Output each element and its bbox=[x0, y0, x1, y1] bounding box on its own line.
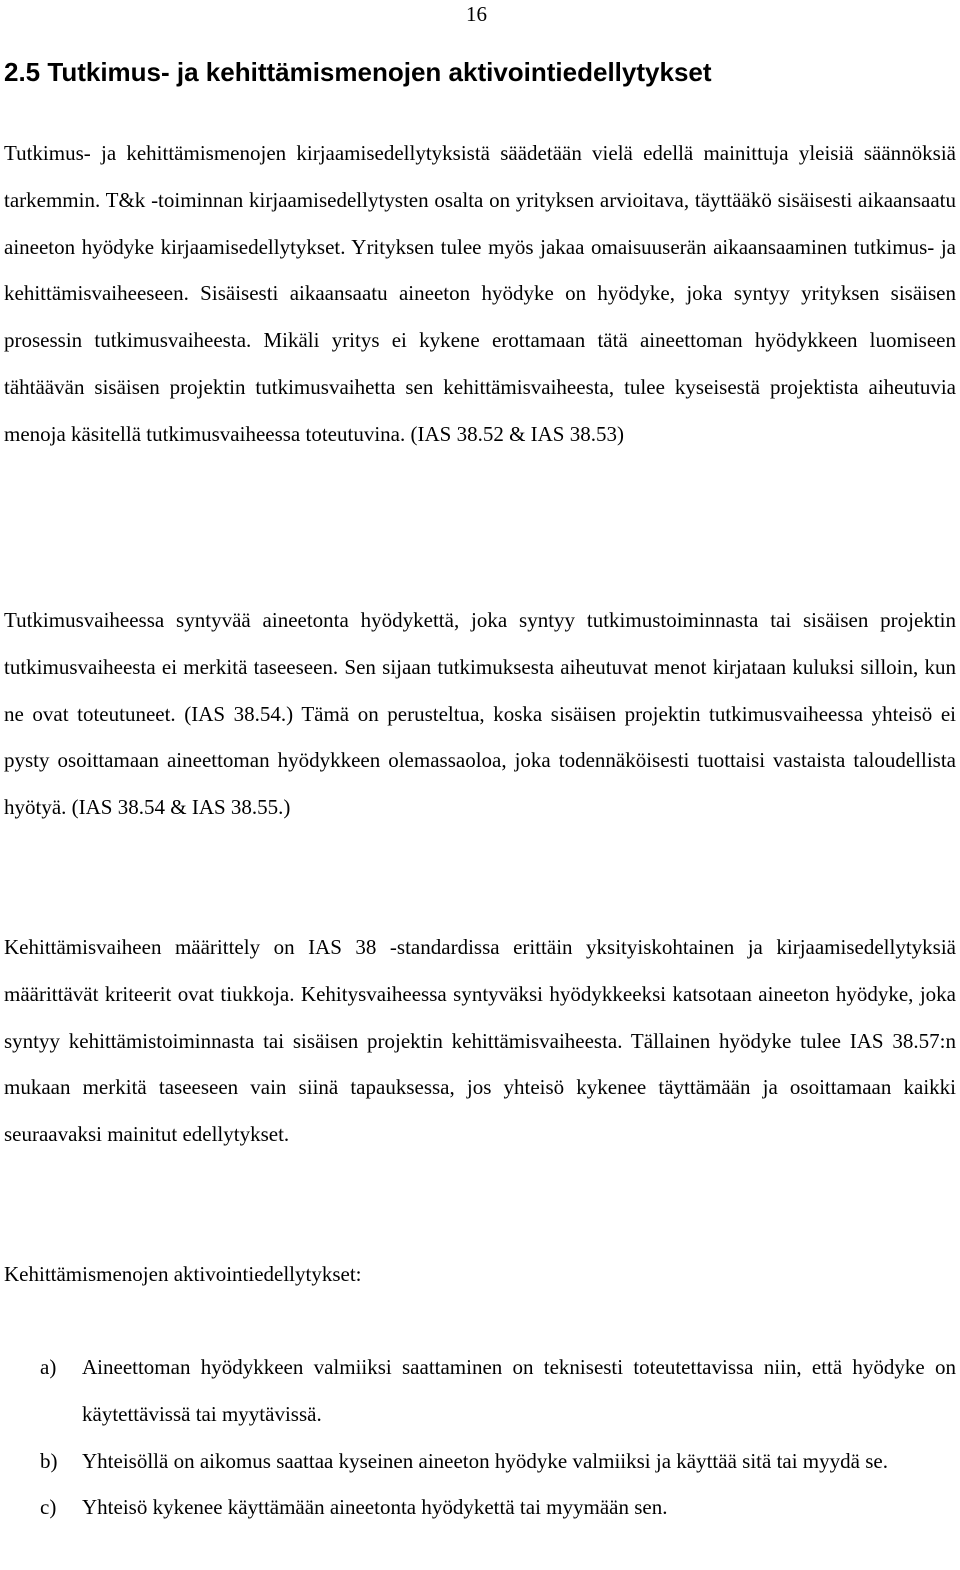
list-item bbox=[40, 1438, 956, 1485]
paragraph-list-intro: Kehittämismenojen aktivointiedellytykset: bbox=[4, 1262, 362, 1286]
section-heading: 2.5 Tutkimus- ja kehittämismenojen aktivointiedellytykset bbox=[4, 57, 712, 87]
list-item-text: Yhteisö kykenee käyttämään aineetonta hyödykettä tai myymään sen. bbox=[82, 1495, 668, 1520]
list-item-text: Aineettoman hyödykkeen valmiiksi saattaminen on teknisesti toteutettavissa niin, että hyödyke on käytettävissä tai myytävissä. bbox=[82, 1355, 956, 1426]
paragraph-research-conditions: Tutkimus- ja kehittämismenojen kirjaamisedellytyksistä säädetään vielä edellä mainittuja yleisiä säännöksiä tarkemmin. T&k -toiminnan kirjaamisedellytysten osalta on yrityksen arvioitava, täyttääkö sisäisesti aikaansaatu aineeton hyödyke kirjaamisedellytykset. Yrityksen tulee myös jakaa omaisuuserän aikaansaaminen tutkimus- ja kehittämisvaiheeseen. Sisäisesti aikaansaatu aineeton hyödyke on hyödyke, joka syntyy yrityksen sisäisen prosessin tutkimusvaiheesta. Mikäli yritys ei kykene erottamaan tätä aineettoman hyödykkeen luomiseen tähtäävän sisäisen projektin tutkimusvaihetta sen kehittämisvaiheesta, tulee kyseisestä projektista aiheutuvia menoja käsitellä tutkimusvaiheessa toteutuvina. (IAS 38.52 & IAS 38.53) bbox=[4, 141, 956, 446]
page-number: 16 bbox=[466, 2, 487, 26]
list-item-marker: c) bbox=[40, 1495, 57, 1520]
list-item-marker: a) bbox=[40, 1355, 57, 1379]
list-item bbox=[40, 1344, 956, 1438]
paragraph-research-phase: Tutkimusvaiheessa syntyvää aineetonta hyödykettä, joka syntyy tutkimustoiminnasta tai sisäisen projektin tutkimusvaiheesta ei merkitä taseeseen. Sen sijaan tutkimuksesta aiheutuvat menot kirjataan kuluksi silloin, kun ne ovat toteutuneet. (IAS 38.54.) Tämä on perusteltua, koska sisäisen projektin tutkimusvaiheessa yhteisö ei pysty osoittamaan aineettoman hyödykkeen olemassaoloa, joka todennäköisesti tuottaisi vastaista taloudellista hyötyä. (IAS 38.54 & IAS 38.55.) bbox=[4, 608, 956, 820]
paragraph-development-phase: Kehittämisvaiheen määrittely on IAS 38 -standardissa erittäin yksityiskohtainen ja kirjaamisedellytyksiä määrittävät kriteerit ovat tiukkoja. Kehitysvaiheessa syntyväksi hyödykkeeksi katsotaan aineeton hyödyke, joka syntyy kehittämistoiminnasta tai sisäisen projektin kehittämisvaiheesta. Tällainen hyödyke tulee IAS 38.57:n mukaan merkitä taseeseen vain siinä tapauksessa, jos yhteisö kykenee täyttämään ja osoittamaan kaikki seuraavaksi mainitut edellytykset. bbox=[4, 935, 956, 1147]
list-item bbox=[40, 1484, 956, 1531]
criteria-list bbox=[40, 1344, 956, 1531]
list-item-marker: b) bbox=[40, 1448, 58, 1473]
list-item-text: Yhteisöllä on aikomus saattaa kyseinen aineeton hyödyke valmiiksi ja käyttää sitä tai myydä se. bbox=[82, 1448, 888, 1473]
